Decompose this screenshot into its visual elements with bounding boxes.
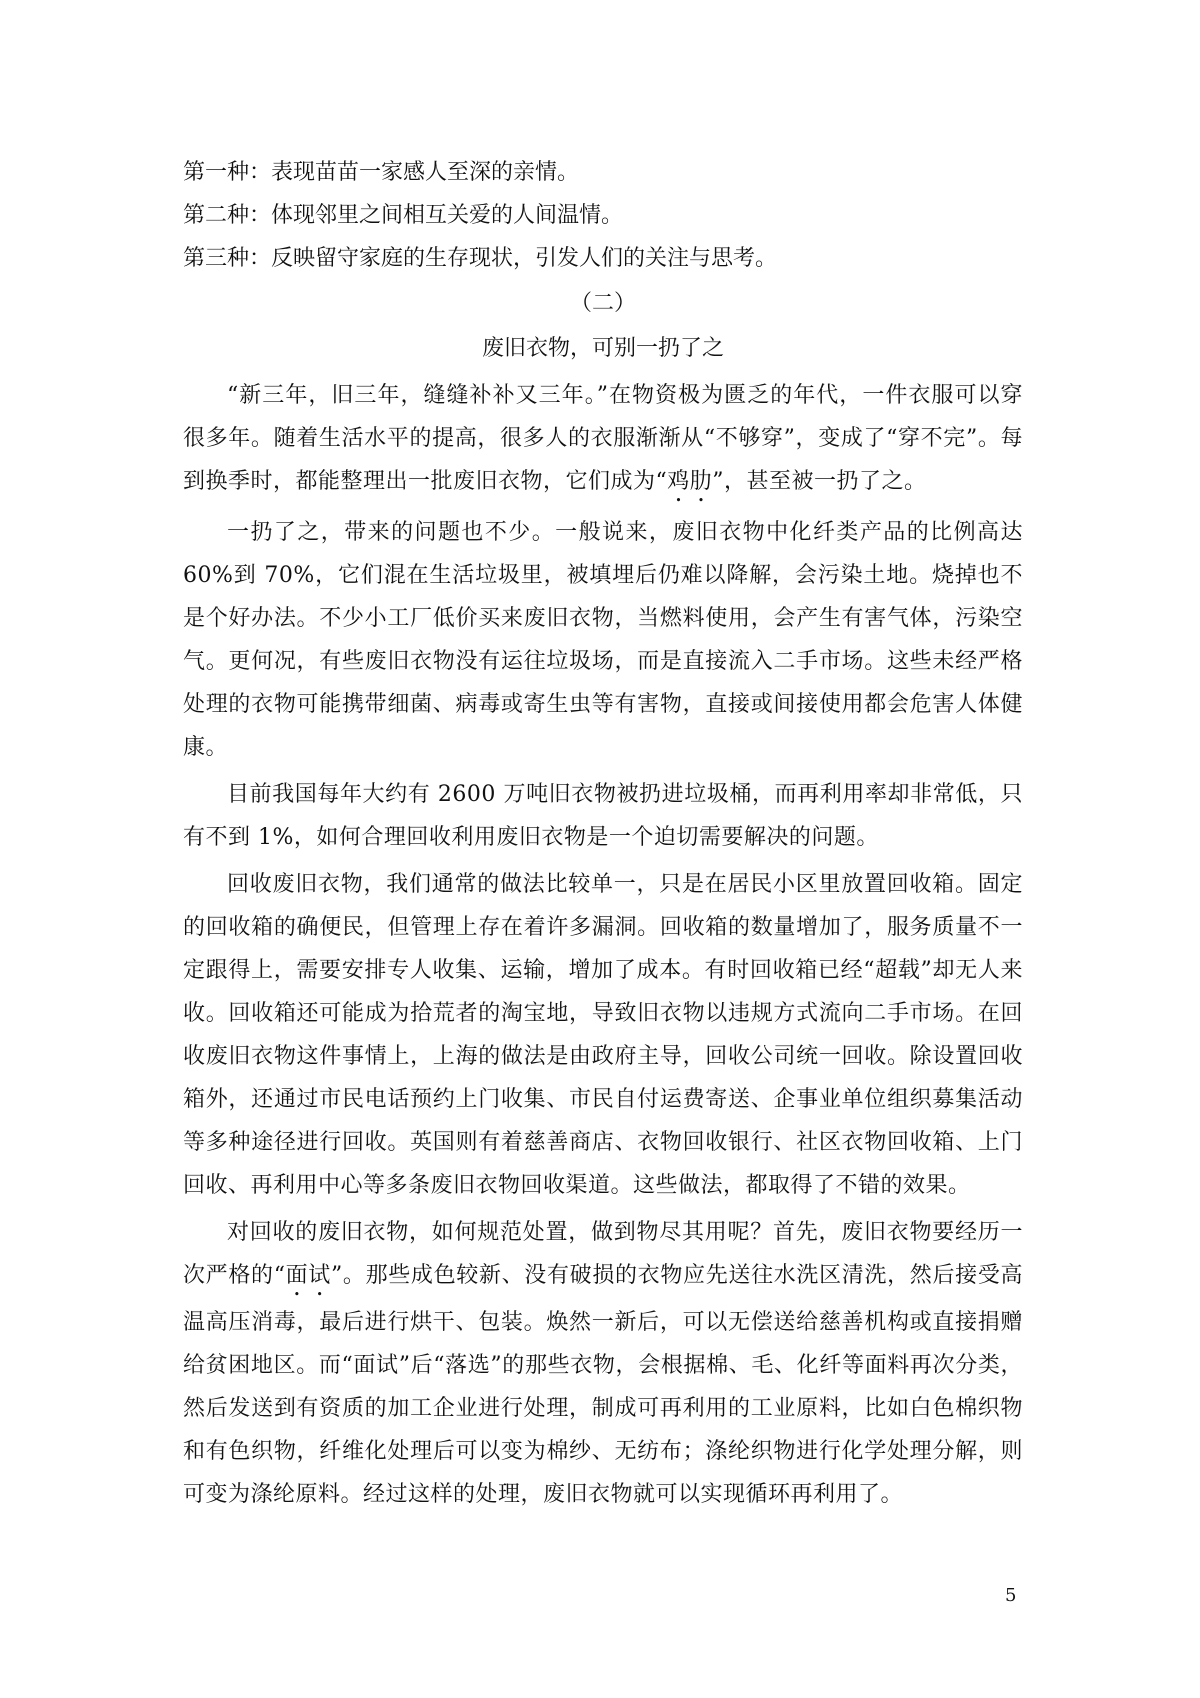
paragraph-5-text-a: 对回收的废旧衣物，如何规范处置，做到物尽其用呢？首先，废旧衣物要经历一次严格的“ (183, 1220, 1023, 1288)
emphasized-word-mianshi: 面试 (285, 1263, 331, 1288)
paragraph-1-text-a: “新三年，旧三年，缝缝补补又三年。”在物资极为匮乏的年代，一件衣服可以穿很多年。随着生活水平的提高，很多人的衣服渐渐从“不够穿”，变成了“穿不完”。每到换季时，都能整理出一批废旧衣物，它们成为“ (183, 383, 1023, 494)
paragraph-2: 一扔了之，带来的问题也不少。一般说来，废旧衣物中化纤类产品的比例高达 60%到 70%，它们混在生活垃圾里，被填埋后仍难以降解，会污染土地。烧掉也不是个好办法。不少小工厂低价买来废旧衣物，当燃料使用，会产生有害气体，污染空气。更何况，有些废旧衣物没有运往垃圾场，而是直接流入二手市场。这些未经严格处理的衣物可能携带细菌、病毒或寄生虫等有害物，直接或间接使用都会危害人体健康。 (183, 520, 1023, 760)
option-1: 第一种：表现苗苗一家感人至深的亲情。 (183, 160, 580, 185)
emphasized-word-jilei: 鸡肋 (667, 469, 713, 494)
paragraph-1 (183, 374, 1023, 507)
option-3: 第三种：反映留守家庭的生存现状，引发人们的关注与思考。 (183, 246, 778, 271)
page-content (183, 151, 1023, 1516)
paragraph-5 (183, 1211, 1023, 1516)
article-title: 废旧衣物，可别一扔了之 (481, 336, 724, 361)
paragraph-3: 目前我国每年大约有 2600 万吨旧衣物被扔进垃圾桶，而再利用率却非常低，只有不到 1%，如何合理回收利用废旧衣物是一个迫切需要解决的问题。 (183, 782, 1023, 850)
paragraph-5-text-b: ”。那些成色较新、没有破损的衣物应先送往水洗区清洗，然后接受高温高压消毒，最后进行烘干、包装。焕然一新后，可以无偿送给慈善机构或直接捐赠给贫困地区。而“面试”后“落选”的那些衣物，会根据棉、毛、化纤等面料再次分类，然后发送到有资质的加工企业进行处理，制成可再利用的工业原料，比如白色棉织物和有色织物，纤维化处理后可以变为棉纱、无纺布；涤纶织物进行化学处理分解，则可变为涤纶原料。经过这样的处理，废旧衣物就可以实现循环再利用了。 (183, 1263, 1023, 1507)
paragraph-1-text-b: ”，甚至被一扔了之。 (712, 469, 927, 494)
section-number: （二） (569, 291, 636, 316)
page-number: 5 (1005, 1585, 1017, 1606)
option-2: 第二种：体现邻里之间相互关爱的人间温情。 (183, 203, 624, 228)
paragraph-4: 回收废旧衣物，我们通常的做法比较单一，只是在居民小区里放置回收箱。固定的回收箱的确便民，但管理上存在着许多漏洞。回收箱的数量增加了，服务质量不一定跟得上，需要安排专人收集、运输，增加了成本。有时回收箱已经“超载”却无人来收。回收箱还可能成为拾荒者的淘宝地，导致旧衣物以违规方式流向二手市场。在回收废旧衣物这件事情上，上海的做法是由政府主导，回收公司统一回收。除设置回收箱外，还通过市民电话预约上门收集、市民自付运费寄送、企事业单位组织募集活动等多种途径进行回收。英国则有着慈善商店、衣物回收银行、社区衣物回收箱、上门回收、再利用中心等多条废旧衣物回收渠道。这些做法，都取得了不错的效果。 (183, 872, 1023, 1198)
